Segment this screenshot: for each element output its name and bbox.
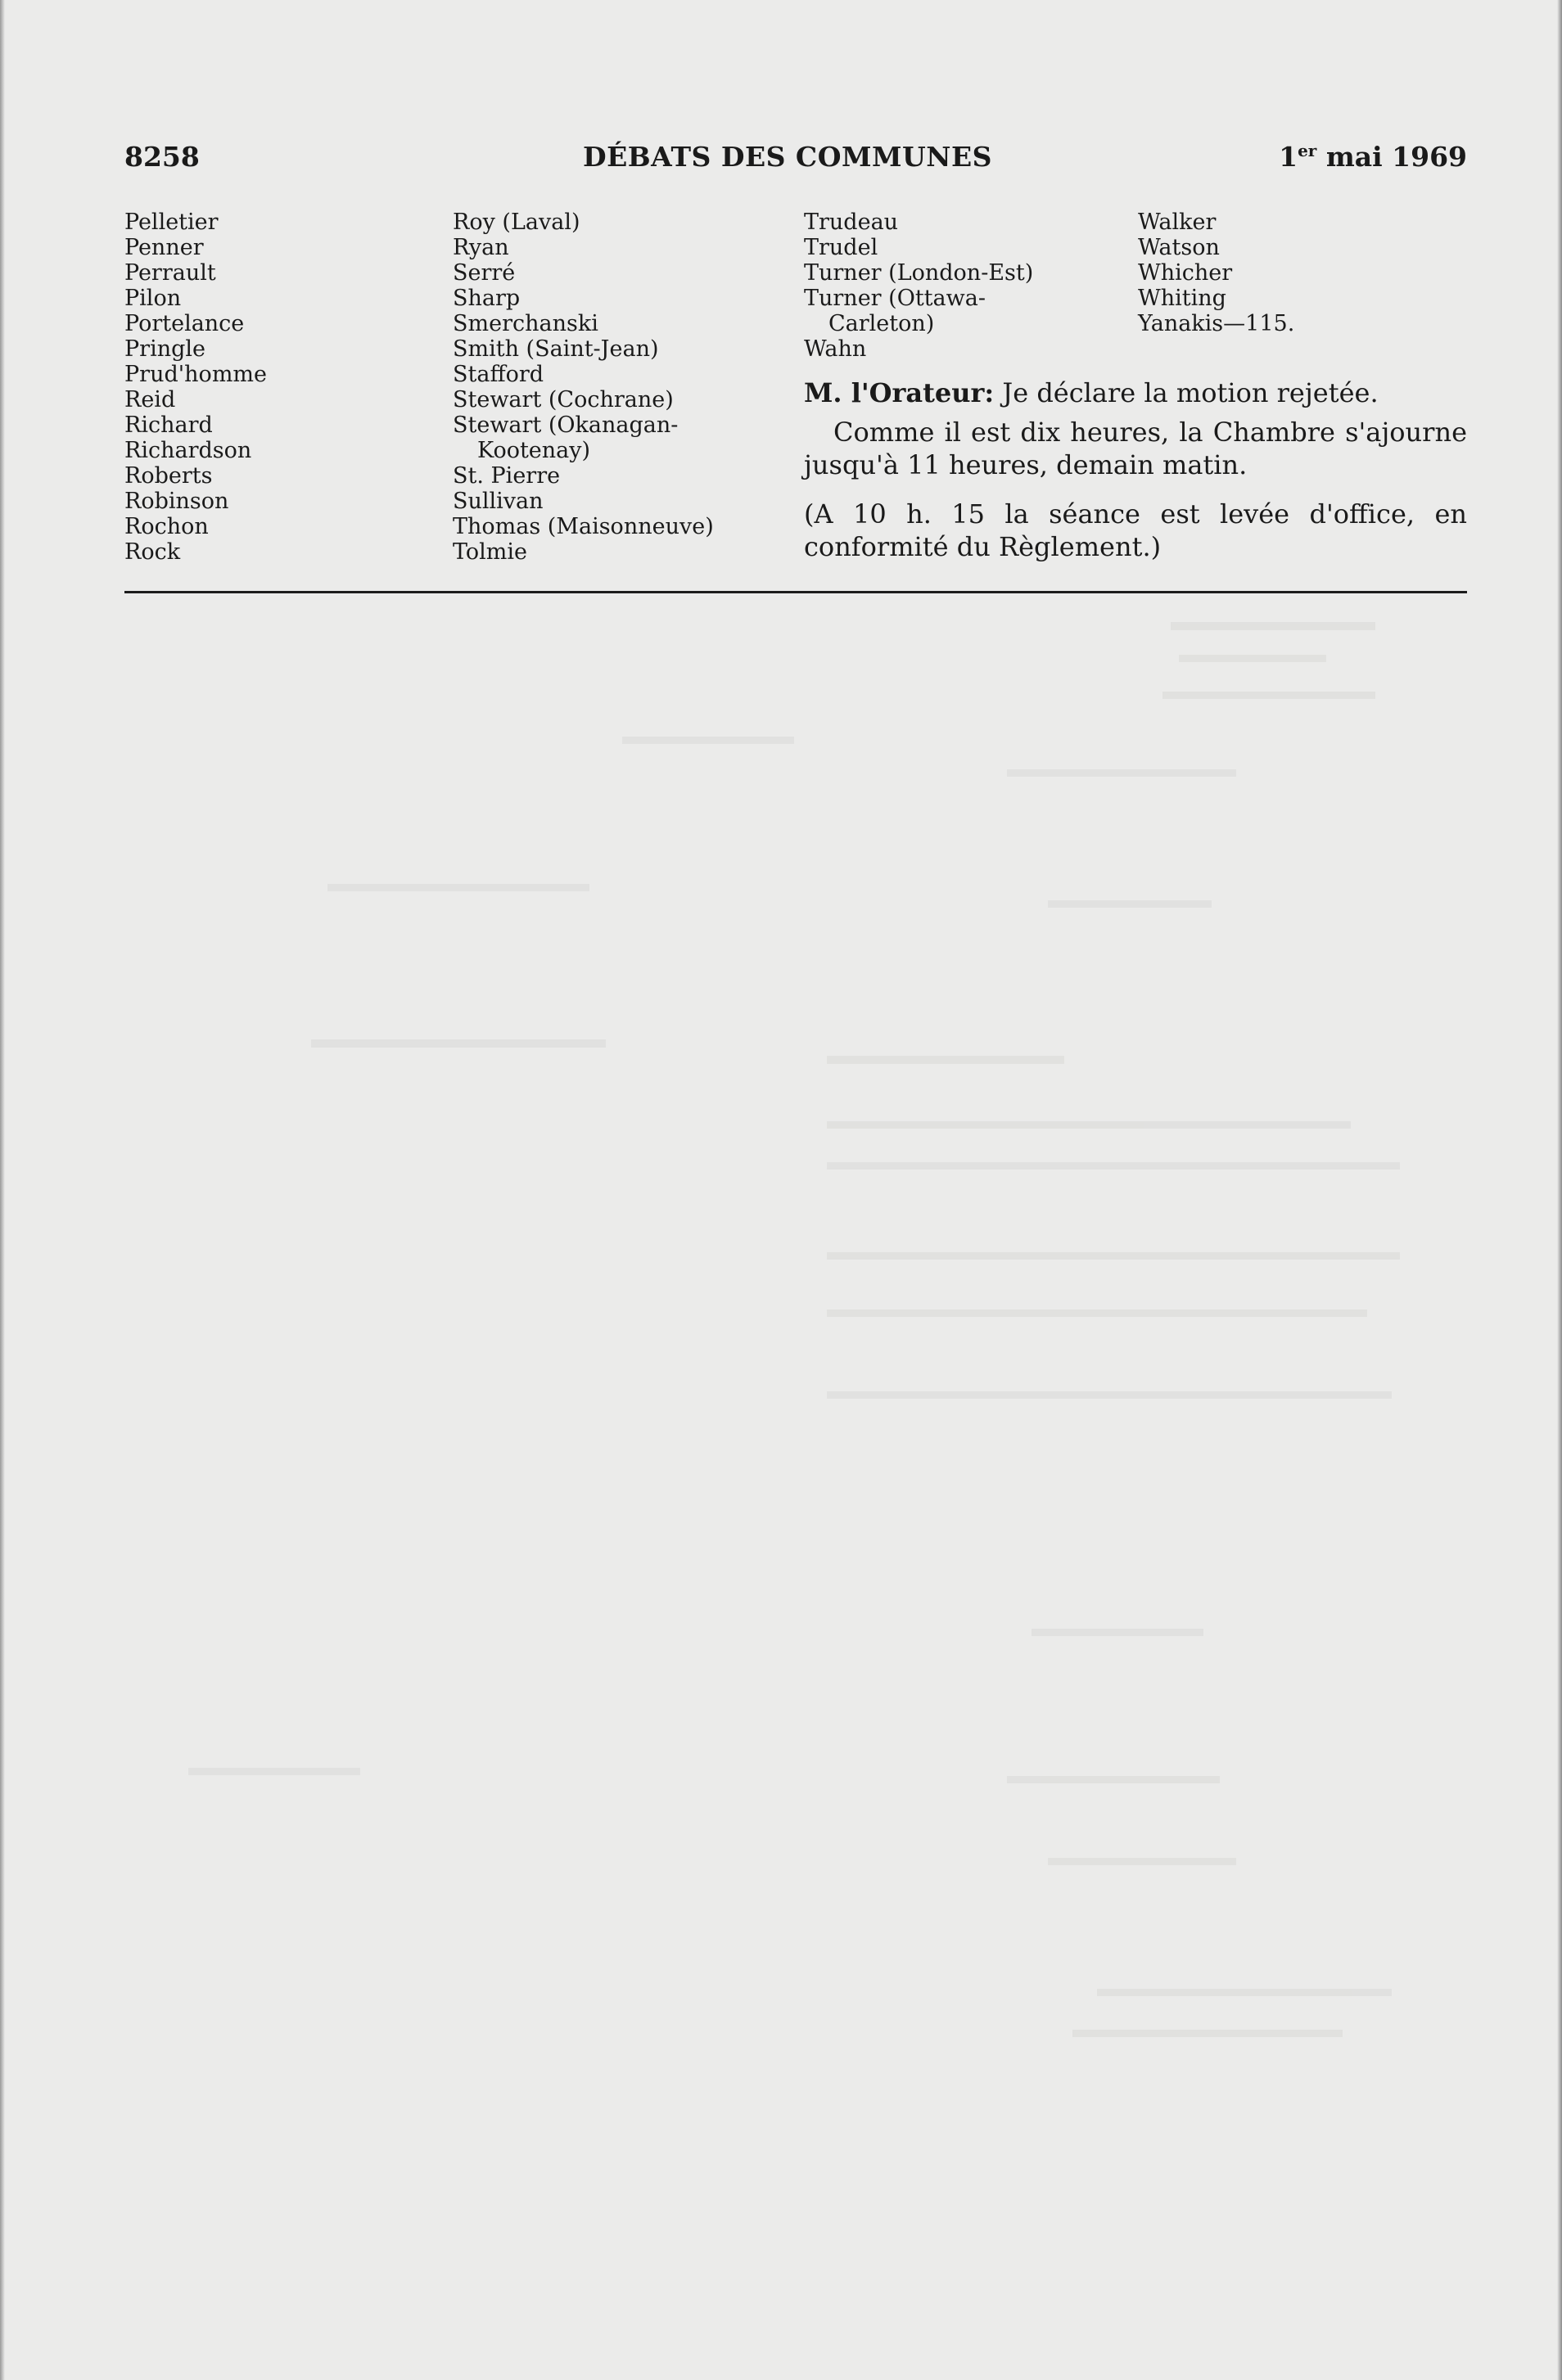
member-name: Yanakis—115.: [1138, 311, 1295, 336]
member-name: Thomas (Maisonneuve): [453, 514, 714, 539]
running-title: DÉBATS DES COMMUNES: [583, 141, 992, 173]
member-name: Robinson: [124, 489, 229, 514]
member-name: Sharp: [453, 286, 521, 311]
member-name: Rock: [124, 539, 181, 565]
member-name: Reid: [124, 387, 176, 412]
member-name: Richard: [124, 412, 213, 438]
member-name: Serré: [453, 260, 516, 286]
member-name: Perrault: [124, 260, 216, 286]
adjournment-paragraph: Comme il est dix heures, la Chambre s'ajourne jusqu'à 11 heures, demain matin.: [804, 417, 1467, 480]
member-name: Walker: [1138, 210, 1217, 235]
member-name: Richardson: [124, 438, 252, 463]
speaker-label: M. l'Orateur:: [804, 377, 995, 408]
member-name: Rochon: [124, 514, 209, 539]
member-name: Smith (Saint-Jean): [453, 336, 659, 362]
division-column-4: [1138, 210, 1294, 336]
date-day: 1: [1279, 141, 1298, 173]
member-name-continuation: Kootenay): [477, 438, 591, 463]
date-superscript: er: [1298, 141, 1317, 160]
member-name: St. Pierre: [453, 463, 561, 489]
speaker-ruling-paragraph: [804, 376, 1467, 409]
member-name: Tolmie: [453, 539, 528, 565]
page-edge-left: [0, 0, 5, 2380]
section-divider-rule: [124, 591, 1467, 593]
member-name: Trudeau: [804, 210, 899, 235]
header-date: [1279, 141, 1467, 173]
date-rest: mai 1969: [1316, 141, 1467, 173]
member-name: Ryan: [453, 235, 509, 260]
member-name: Roy (Laval): [453, 210, 580, 235]
member-name: Turner (Ottawa-: [804, 286, 986, 311]
member-name: Pringle: [124, 336, 205, 362]
member-name: Smerchanski: [453, 311, 598, 336]
division-column-2: [453, 210, 714, 565]
member-name: Sullivan: [453, 489, 544, 514]
member-name: Stafford: [453, 362, 544, 387]
member-name: Portelance: [124, 311, 245, 336]
member-name: Pelletier: [124, 210, 219, 235]
member-name: Wahn: [804, 336, 867, 362]
page-number: 8258: [124, 141, 200, 173]
page-edge-right: [1557, 0, 1562, 2380]
member-name: Stewart (Okanagan-: [453, 412, 679, 438]
division-column-1: [124, 210, 267, 565]
member-name: Roberts: [124, 463, 213, 489]
member-name: Stewart (Cochrane): [453, 387, 674, 412]
closing-paragraph: (A 10 h. 15 la séance est levée d'office, en conformité du Règlement.): [804, 498, 1467, 562]
member-name: Turner (London-Est): [804, 260, 1034, 286]
member-name-continuation: Carleton): [828, 311, 935, 336]
member-name: Watson: [1138, 235, 1220, 260]
member-name: Whiting: [1138, 286, 1226, 311]
page-header: [124, 141, 1467, 180]
member-name: Pilon: [124, 286, 182, 311]
member-name: Whicher: [1138, 260, 1233, 286]
division-column-3: [804, 210, 1033, 362]
speaker-ruling-text: Je déclare la motion rejetée.: [994, 377, 1379, 408]
member-name: Penner: [124, 235, 204, 260]
member-name: Prud'homme: [124, 362, 267, 387]
member-name: Trudel: [804, 235, 878, 260]
